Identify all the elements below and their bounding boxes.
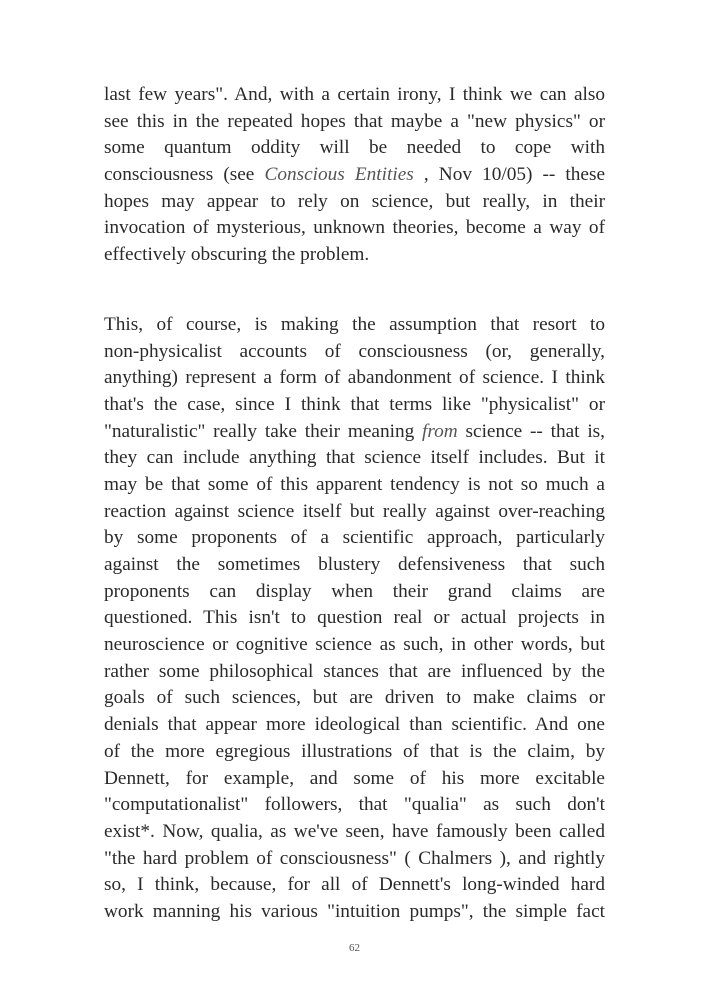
text-segment: they can include anything that science itself includes. But it	[104, 447, 605, 469]
text-line	[104, 419, 605, 446]
text-line	[104, 365, 605, 392]
text-segment: "the hard problem of consciousness" ( Chalmers ), and rightly	[104, 847, 605, 869]
text-segment: This, of course, is making the assumption that resort to	[104, 313, 605, 335]
text-segment: may be that some of this apparent tendency is not so much a	[104, 473, 605, 495]
text-segment: proponents can display when their grand claims are	[104, 580, 605, 602]
text-line	[104, 392, 605, 419]
italic-text: from	[422, 420, 458, 442]
text-line	[104, 552, 605, 579]
text-segment: invocation of mysterious, unknown theories, become a way of	[104, 217, 605, 239]
text-line	[104, 135, 605, 162]
text-segment: last few years". And, with a certain irony, I think we can also	[104, 84, 605, 105]
text-line	[104, 339, 605, 366]
text-line	[104, 215, 605, 242]
text-line	[104, 739, 605, 766]
document-page	[104, 82, 605, 926]
text-segment: questioned. This isn't to question real or actual projects in	[104, 607, 605, 629]
text-line	[104, 579, 605, 606]
text-line	[104, 312, 605, 339]
text-line	[104, 766, 605, 793]
text-segment: of the more egregious illustrations of that is the claim, by	[104, 740, 605, 762]
text-line	[104, 189, 605, 216]
text-segment: "computationalist" followers, that "qualia" as such don't	[104, 794, 605, 816]
text-segment: see this in the repeated hopes that maybe a "new physics" or	[104, 110, 605, 132]
text-line	[104, 472, 605, 499]
text-line	[104, 659, 605, 686]
text-segment: consciousness (see	[104, 164, 265, 186]
text-line	[104, 242, 605, 269]
text-line	[104, 445, 605, 472]
text-segment: against the sometimes blustery defensiveness that such	[104, 554, 605, 575]
text-line	[104, 899, 605, 926]
text-segment: , Nov 10/05) -- these	[413, 164, 606, 186]
text-segment: goals of such sciences, but are driven to make claims or	[104, 687, 605, 709]
text-segment: work manning his various "intuition pumps", the simple fact	[104, 900, 605, 922]
paragraph-gap	[104, 269, 605, 312]
text-segment: non-physicalist accounts of consciousness (or, generally,	[104, 340, 605, 362]
text-line	[104, 632, 605, 659]
text-line	[104, 872, 605, 899]
text-segment: effectively obscuring the problem.	[104, 244, 370, 266]
text-line	[104, 109, 605, 136]
text-line	[104, 82, 605, 109]
text-line	[104, 712, 605, 739]
text-line	[104, 846, 605, 873]
text-line	[104, 499, 605, 526]
text-segment: rather some philosophical stances that are influenced by the	[104, 660, 605, 682]
text-line	[104, 819, 605, 846]
italic-text: Conscious Entities	[264, 164, 414, 186]
text-segment: by some proponents of a scientific approach, particularly	[104, 527, 605, 549]
text-segment: anything) represent a form of abandonment of science. I think	[104, 367, 605, 389]
text-segment: that's the case, since I think that terms like "physicalist" or	[104, 393, 605, 415]
text-line	[104, 162, 605, 189]
text-segment: so, I think, because, for all of Dennett's long-winded hard	[104, 874, 605, 896]
text-segment: reaction against science itself but really against over-reaching	[104, 500, 605, 522]
paragraph	[104, 312, 605, 926]
text-line	[104, 525, 605, 552]
text-segment: Dennett, for example, and some of his more excitable	[104, 767, 605, 789]
text-segment: science -- that is,	[457, 420, 605, 442]
text-line	[104, 685, 605, 712]
text-line	[104, 605, 605, 632]
text-segment: denials that appear more ideological than scientific. And one	[104, 714, 605, 736]
paragraph	[104, 82, 605, 269]
text-segment: hopes may appear to rely on science, but really, in their	[104, 190, 605, 212]
text-segment: some quantum oddity will be needed to cope with	[104, 137, 605, 159]
text-segment: exist*. Now, qualia, as we've seen, have famously been called	[104, 820, 605, 842]
text-segment: "naturalistic" really take their meaning	[104, 420, 423, 442]
page-number: 62	[349, 942, 360, 954]
text-line	[104, 792, 605, 819]
text-segment: neuroscience or cognitive science as such, in other words, but	[104, 634, 605, 656]
